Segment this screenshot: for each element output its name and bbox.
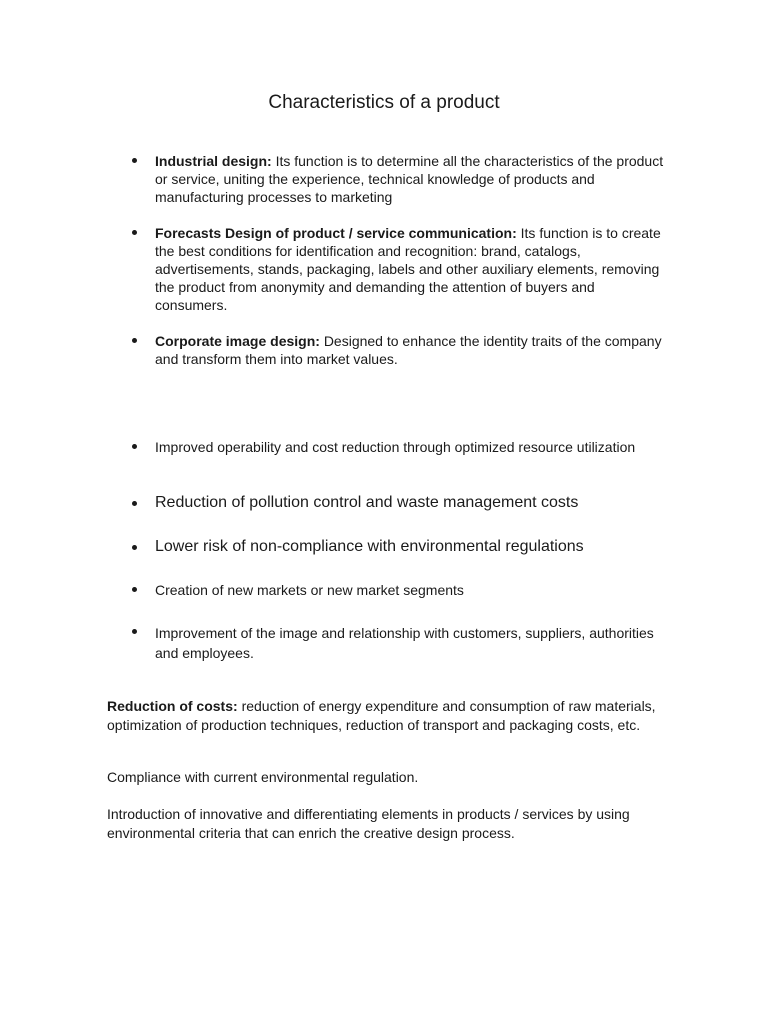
term-reduction-of-costs: Reduction of costs:	[107, 698, 238, 714]
list-item-new-markets: Creation of new markets or new market segments	[155, 581, 665, 599]
term-corporate-image: Corporate image design:	[155, 333, 320, 349]
desc-corporate-image: Designed to enhance the identity traits of the company and transform them into market values.	[155, 333, 662, 367]
list-item-industrial-design	[155, 152, 665, 206]
page-title: Characteristics of a product	[268, 92, 500, 113]
list-item-operability: Improved operability and cost reduction through optimized resource utilization	[155, 438, 665, 456]
desc-communication-design: Its function is to create the best conditions for identification and recognition: brand, catalogs, advertisements, stands, packaging, labels and other auxiliary elements, removing the product from anonymity and demanding the attention of buyers and consumers.	[155, 225, 661, 313]
term-communication-design: Forecasts Design of product / service communication:	[155, 225, 517, 241]
paragraph-innovation: Introduction of innovative and differentiating elements in products / services by using environmental criteria that can enrich the creative design process.	[107, 806, 630, 841]
term-industrial-design: Industrial design:	[155, 153, 272, 169]
paragraph-reduction-of-costs	[107, 697, 667, 734]
desc-reduction-of-costs: reduction of energy expenditure and consumption of raw materials, optimization of production techniques, reduction of transport and packaging costs, etc.	[107, 698, 656, 733]
desc-industrial-design: Its function is to determine all the characteristics of the product or service, uniting the experience, technical knowledge of products and manufacturing processes to marketing	[155, 153, 664, 205]
list-item-image-relationship: Improvement of the image and relationship with customers, suppliers, authorities and employees.	[155, 623, 665, 663]
characteristics-list	[155, 152, 665, 386]
paragraph-compliance: Compliance with current environmental regulation.	[107, 769, 419, 785]
list-item-corporate-image	[155, 332, 665, 368]
list-item-compliance-risk: Lower risk of non-compliance with environmental regulations	[155, 537, 665, 557]
list-item-pollution: Reduction of pollution control and waste management costs	[155, 493, 665, 513]
list-item-communication-design	[155, 224, 665, 314]
